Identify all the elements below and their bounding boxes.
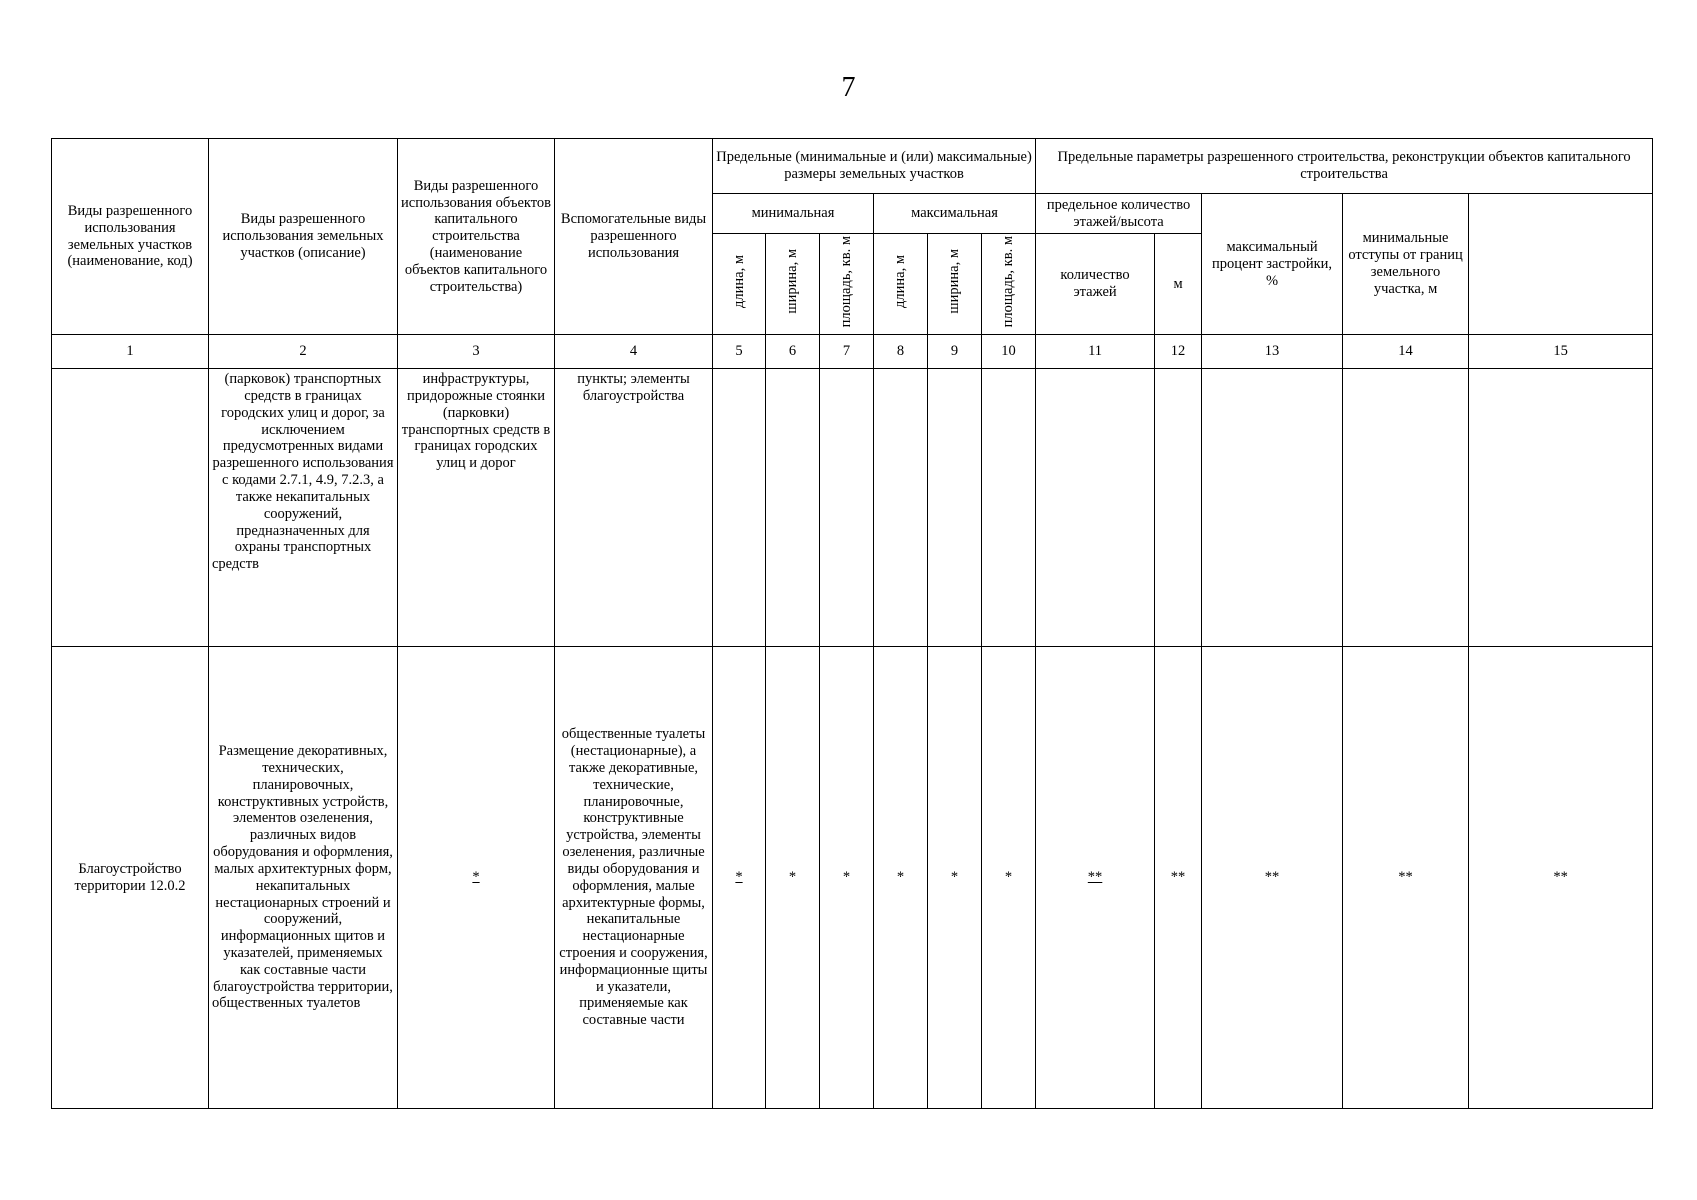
column-number: 7 <box>820 335 874 369</box>
page-number: 7 <box>841 72 856 103</box>
column-number: 1 <box>52 335 209 369</box>
header-floors-count: количество этажей <box>1036 234 1155 335</box>
cell-empty <box>1202 369 1343 647</box>
cell-min-area: * <box>820 647 874 1109</box>
header-max-build-percent: максимальный процент застройки, % <box>1202 194 1343 335</box>
cell-land-use-name: Благоустройство территории 12.0.2 <box>52 647 209 1109</box>
column-number: 5 <box>713 335 766 369</box>
cell-empty <box>982 369 1036 647</box>
column-number: 4 <box>555 335 713 369</box>
cell-min-width: * <box>766 647 820 1109</box>
cell-auxiliary-use: общественные туалеты (нестационарные), а также декоративные, технические, планировочные, конструктивные устройства, элементы озеленения, различные виды оборудования и оформления, малые архитектурные формы, некапитальные нестационарные строения и сооружения, информационные щиты и указатели, применяемые как составные части <box>555 647 713 1109</box>
header-minimum: минимальная <box>713 194 874 234</box>
column-number: 15 <box>1469 335 1653 369</box>
cell-empty <box>874 369 928 647</box>
header-height-m: м <box>1155 234 1202 335</box>
cell-other-params: ** <box>1469 647 1653 1109</box>
header-maximum: максимальная <box>874 194 1036 234</box>
column-number: 12 <box>1155 335 1202 369</box>
header-max-area-label: площадь, кв. м <box>1000 236 1017 328</box>
footnote-marker: * <box>735 869 743 886</box>
header-auxiliary-use: Вспомогательные виды разрешенного использования <box>555 139 713 335</box>
cell-height-m: ** <box>1155 647 1202 1109</box>
header-max-width <box>928 234 982 335</box>
cell-land-use-description: (парковок) транспортных средств в границах городских улиц и дорог, за исключением предусмотренных видами разрешенного использования с кодами 2.7.1, 4.9, 7.2.3, а также некапитальных сооружений, предназначенных для охраны транспортных средств <box>209 369 398 647</box>
header-land-use-name: Виды разрешенного использования земельных участков (наименование, код) <box>52 139 209 335</box>
cell-auxiliary-use: пункты; элементы благоустройства <box>555 369 713 647</box>
column-number-row <box>52 335 1653 369</box>
cell-max-width: * <box>928 647 982 1109</box>
header-max-length <box>874 234 928 335</box>
column-number: 9 <box>928 335 982 369</box>
cell-land-use-description: Размещение декоративных, технических, планировочных, конструктивных устройств, элементов озеленения, различных видов оборудования и оформления, малых архитектурных форм, некапитальных нестационарных строений и сооружений, информационных щитов и указателей, применяемых как составные части благоустройства территории, общественных туалетов <box>209 647 398 1109</box>
cell-empty <box>1155 369 1202 647</box>
header-min-width <box>766 234 820 335</box>
cell-capital-construction-use <box>398 647 555 1109</box>
cell-empty <box>1469 369 1653 647</box>
header-capital-construction-use: Виды разрешенного использования объектов капитального строительства (наименование объектов капитального строительства) <box>398 139 555 335</box>
header-floors-height: предельное количество этажей/высота <box>1036 194 1202 234</box>
cell-min-setback: ** <box>1343 647 1469 1109</box>
column-number: 8 <box>874 335 928 369</box>
footnote-marker: * <box>472 869 480 886</box>
header-row-top <box>52 139 1653 194</box>
column-number: 2 <box>209 335 398 369</box>
footnote-marker: ** <box>1087 869 1103 886</box>
header-max-length-label: длина, м <box>892 255 909 309</box>
cell-empty <box>928 369 982 647</box>
header-max-width-label: ширина, м <box>946 249 963 314</box>
column-number: 14 <box>1343 335 1469 369</box>
header-plot-size-limits: Предельные (минимальные и (или) максимальные) размеры земельных участков <box>713 139 1036 194</box>
land-use-table <box>51 138 1653 1109</box>
cell-floors-count <box>1036 647 1155 1109</box>
cell-max-area: * <box>982 647 1036 1109</box>
column-number: 11 <box>1036 335 1155 369</box>
column-number: 6 <box>766 335 820 369</box>
header-max-area <box>982 234 1036 335</box>
header-min-width-label: ширина, м <box>784 249 801 314</box>
header-min-length-label: длина, м <box>730 255 747 309</box>
header-min-length <box>713 234 766 335</box>
header-construction-params: Предельные параметры разрешенного строительства, реконструкции объектов капитального строительства <box>1036 139 1653 194</box>
cell-empty <box>1343 369 1469 647</box>
cell-max-length: * <box>874 647 928 1109</box>
column-number: 13 <box>1202 335 1343 369</box>
cell-empty <box>766 369 820 647</box>
cell-min-length <box>713 647 766 1109</box>
column-number: 3 <box>398 335 555 369</box>
cell-capital-construction-use: инфраструктуры, придорожные стоянки (парковки) транспортных средств в границах городских улиц и дорог <box>398 369 555 647</box>
header-min-setback: минимальные отступы от границ земельного участка, м <box>1343 194 1469 335</box>
cell-land-use-name <box>52 369 209 647</box>
cell-max-build-percent: ** <box>1202 647 1343 1109</box>
header-min-area <box>820 234 874 335</box>
table-row <box>52 369 1653 647</box>
cell-empty <box>820 369 874 647</box>
header-min-area-label: площадь, кв. м <box>838 236 855 328</box>
table-row <box>52 647 1653 1109</box>
header-land-use-description: Виды разрешенного использования земельных участков (описание) <box>209 139 398 335</box>
cell-empty <box>713 369 766 647</box>
column-number: 10 <box>982 335 1036 369</box>
cell-empty <box>1036 369 1155 647</box>
